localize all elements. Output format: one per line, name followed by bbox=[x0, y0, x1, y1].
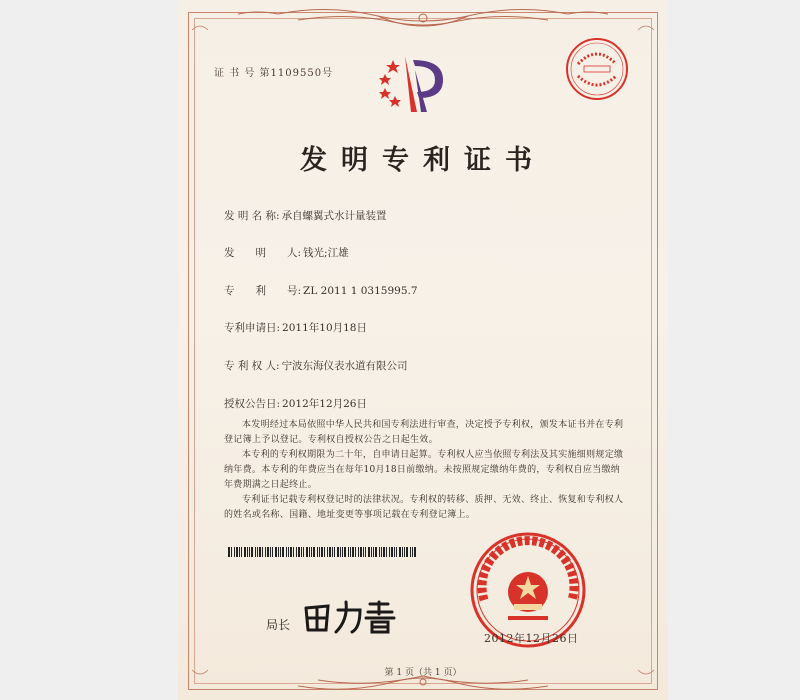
agency-seal bbox=[564, 36, 630, 102]
barcode-bar bbox=[296, 547, 297, 557]
barcode-bar bbox=[313, 547, 315, 557]
certificate-title: 发明专利证书 bbox=[300, 145, 546, 176]
barcode-bar bbox=[251, 547, 253, 557]
barcode-bar bbox=[257, 547, 258, 557]
barcode-bar bbox=[309, 547, 310, 557]
barcode-bar bbox=[324, 547, 325, 557]
barcode-bar bbox=[396, 547, 397, 557]
barcode-bar bbox=[375, 547, 377, 557]
barcode-bar bbox=[394, 547, 395, 557]
barcode bbox=[228, 547, 418, 559]
barcode-bar bbox=[311, 547, 312, 557]
field-label: 发 明 人: bbox=[224, 247, 302, 259]
barcode-bar bbox=[406, 547, 408, 557]
barcode-bar bbox=[399, 547, 401, 557]
barcode-bar bbox=[404, 547, 405, 557]
barcode-bar bbox=[249, 547, 250, 557]
barcode-bar bbox=[329, 547, 331, 557]
barcode-bar bbox=[371, 547, 372, 557]
field-value: 承自螺翼式水计量装置 bbox=[281, 210, 387, 222]
field-value: 2011年10月18日 bbox=[282, 322, 367, 334]
field-inventor bbox=[224, 245, 349, 260]
barcode-bar bbox=[275, 547, 277, 557]
patent-office-logo bbox=[373, 50, 463, 120]
barcode-bar bbox=[334, 547, 335, 557]
barcode-bar bbox=[267, 547, 269, 557]
field-value: 2012年12月26日 bbox=[282, 398, 367, 410]
barcode-bar bbox=[321, 547, 323, 557]
barcode-bar bbox=[231, 547, 232, 557]
barcode-bar bbox=[340, 547, 341, 557]
field-label: 专 利 权 人: bbox=[224, 360, 280, 372]
barcode-bar bbox=[337, 547, 339, 557]
barcode-bar bbox=[342, 547, 343, 557]
barcode-bar bbox=[414, 547, 416, 557]
barcode-bar bbox=[379, 547, 380, 557]
barcode-bar bbox=[360, 547, 362, 557]
director-label: 局长 bbox=[266, 618, 291, 632]
barcode-bar bbox=[348, 547, 349, 557]
field-value: 宁波东海仪表水道有限公司 bbox=[281, 360, 408, 372]
field-value: 钱光;江雄 bbox=[303, 247, 349, 259]
barcode-bar bbox=[259, 547, 261, 557]
barcode-bar bbox=[389, 547, 390, 557]
barcode-bar bbox=[391, 547, 393, 557]
barcode-bar bbox=[298, 547, 300, 557]
barcode-bar bbox=[355, 547, 356, 557]
barcode-bar bbox=[368, 547, 370, 557]
barcode-bar bbox=[270, 547, 271, 557]
barcode-bar bbox=[262, 547, 263, 557]
barcode-bar bbox=[386, 547, 387, 557]
barcode-bar bbox=[381, 547, 382, 557]
barcode-bar bbox=[282, 547, 284, 557]
page-number: 第 1 页（共 1 页） bbox=[384, 668, 462, 678]
certificate-body bbox=[224, 418, 624, 523]
field-label: 授权公告日: bbox=[224, 398, 281, 410]
seal-date: 2012年12月26日 bbox=[484, 632, 579, 645]
barcode-bar bbox=[301, 547, 302, 557]
body-paragraph: 专利证书记载专利权登记时的法律状况。专利权的转移、质押、无效、终止、恢复和专利权人的姓名或名称、国籍、地址变更等事项记载在专利登记簿上。 bbox=[224, 495, 624, 520]
barcode-bar bbox=[352, 547, 354, 557]
barcode-bar bbox=[239, 547, 240, 557]
field-label: 发 明 名 称: bbox=[224, 210, 280, 222]
barcode-bar bbox=[358, 547, 359, 557]
barcode-bar bbox=[332, 547, 333, 557]
barcode-bar bbox=[236, 547, 238, 557]
barcode-bar bbox=[293, 547, 294, 557]
barcode-bar bbox=[306, 547, 308, 557]
barcode-bar bbox=[241, 547, 242, 557]
barcode-bar bbox=[244, 547, 246, 557]
barcode-bar bbox=[363, 547, 364, 557]
field-patentee bbox=[224, 358, 408, 373]
field-label: 专利申请日: bbox=[224, 322, 281, 334]
certificate-number: 证 书 号 第1109550号 bbox=[214, 68, 334, 79]
barcode-bar bbox=[317, 547, 318, 557]
barcode-bar bbox=[265, 547, 266, 557]
barcode-bar bbox=[412, 547, 413, 557]
barcode-bar bbox=[278, 547, 279, 557]
barcode-bar bbox=[373, 547, 374, 557]
certificate-page bbox=[178, 0, 668, 700]
barcode-bar bbox=[327, 547, 328, 557]
barcode-bar bbox=[228, 547, 230, 557]
barcode-bar bbox=[383, 547, 385, 557]
field-label: 专 利 号: bbox=[224, 285, 302, 297]
barcode-bar bbox=[410, 547, 411, 557]
barcode-bar bbox=[365, 547, 366, 557]
left-margin bbox=[0, 0, 178, 700]
barcode-bar bbox=[290, 547, 292, 557]
barcode-bar bbox=[319, 547, 320, 557]
right-margin bbox=[668, 0, 800, 700]
field-patent-number bbox=[224, 283, 418, 298]
barcode-bar bbox=[280, 547, 281, 557]
field-value: ZL 2011 1 0315995.7 bbox=[303, 285, 418, 297]
barcode-bar bbox=[288, 547, 289, 557]
barcode-bar bbox=[350, 547, 351, 557]
barcode-bar bbox=[402, 547, 403, 557]
body-paragraph: 本发明经过本局依照中华人民共和国专利法进行审查，决定授予专利权，颁发本证书并在专利登记簿上予以登记。专利权自授权公告之日起生效。 bbox=[224, 420, 624, 445]
body-paragraph: 本专利的专利权期限为二十年，自申请日起算。专利权人应当依照专利法及其实施细则规定缴纳年费。本专利的年费应当在每年10月18日前缴纳。未按照规定缴纳年费的，专利权自应当缴纳年费期满之日起终止。 bbox=[224, 450, 624, 490]
barcode-bar bbox=[286, 547, 287, 557]
field-invention-name bbox=[224, 208, 387, 223]
barcode-bar bbox=[247, 547, 248, 557]
barcode-bar bbox=[272, 547, 273, 557]
field-application-date bbox=[224, 320, 367, 335]
barcode-bar bbox=[255, 547, 256, 557]
barcode-bar bbox=[303, 547, 304, 557]
field-grant-date bbox=[224, 396, 367, 411]
barcode-bar bbox=[344, 547, 346, 557]
barcode-bar bbox=[234, 547, 235, 557]
